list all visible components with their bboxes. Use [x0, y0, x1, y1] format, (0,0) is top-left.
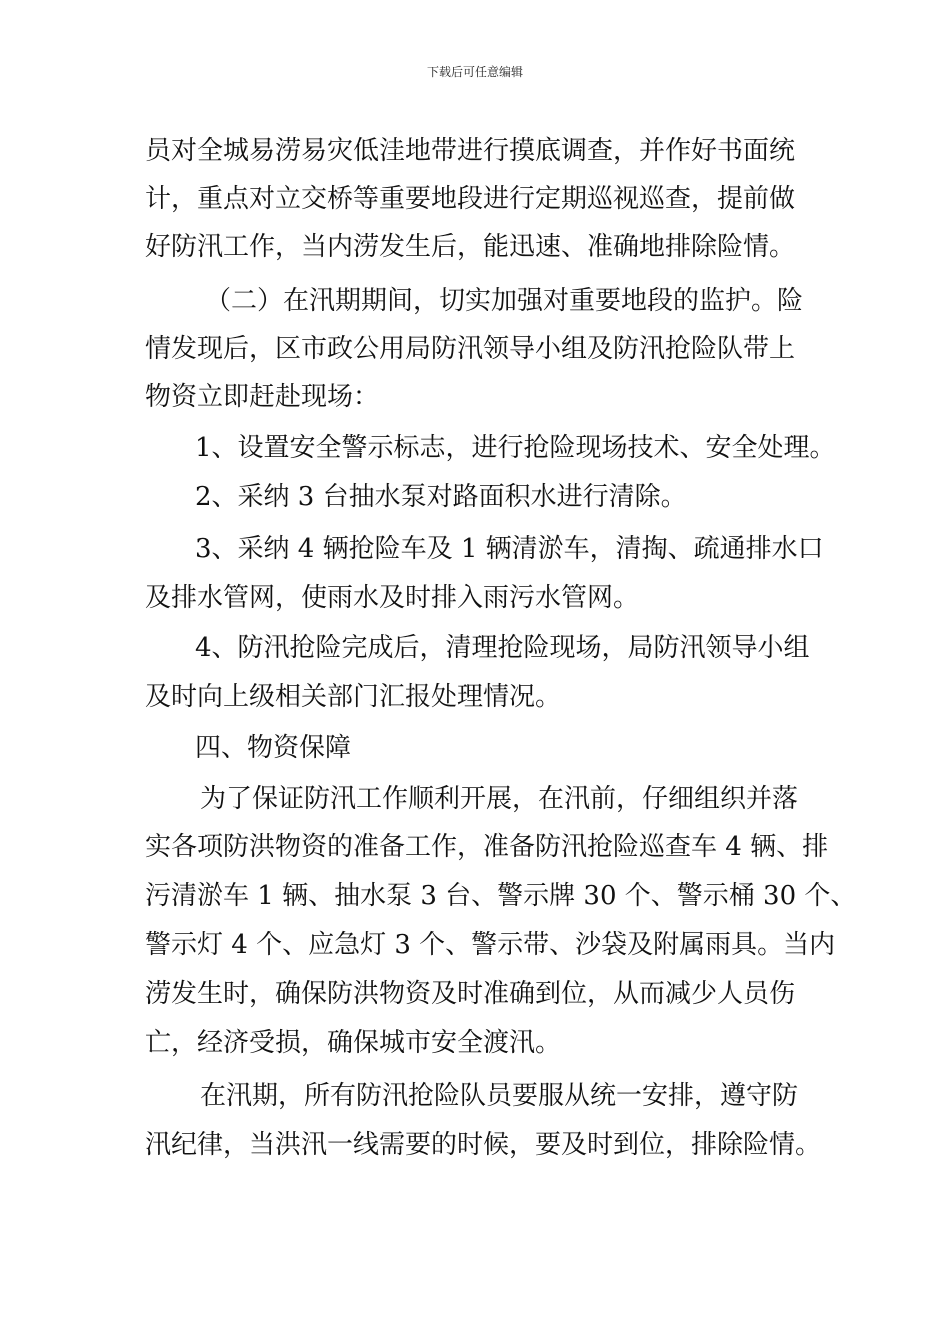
- body-line-4: （二）在汛期期间，切实加强对重要地段的监护。险: [205, 286, 804, 316]
- body-line-20: 在汛期，所有防汛抢险队员要服从统一安排，遵守防: [200, 1081, 799, 1111]
- body-line-21: 汛纪律，当洪汛一线需要的时候，要及时到位，排除险情。: [145, 1130, 822, 1160]
- body-line-9: 3、采纳 4 辆抢险车及 1 辆清淤车，清掏、疏通排水口: [195, 534, 824, 564]
- body-line-2: 计，重点对立交桥等重要地段进行定期巡视巡查，提前做: [145, 184, 796, 214]
- body-line-12: 及时向上级相关部门汇报处理情况。: [145, 682, 562, 712]
- page-header-note: 下载后可任意编辑: [426, 65, 523, 79]
- body-line-19: 亡，经济受损，确保城市安全渡汛。: [145, 1028, 562, 1058]
- body-line-6: 物资立即赶赴现场：: [145, 382, 380, 412]
- body-line-11: 4、防汛抢险完成后，清理抢险现场，局防汛领导小组: [195, 633, 810, 663]
- body-line-8: 2、采纳 3 台抽水泵对路面积水进行清除。: [195, 482, 687, 512]
- body-line-3: 好防汛工作，当内涝发生后，能迅速、准确地排除险情。: [145, 232, 796, 262]
- body-line-18: 涝发生时，确保防洪物资及时准确到位，从而减少人员伤: [145, 979, 796, 1009]
- body-line-15: 实各项防洪物资的准备工作，准备防汛抢险巡查车 4 辆、排: [145, 832, 829, 862]
- section-heading: 四、物资保障: [195, 733, 352, 763]
- body-line-10: 及排水管网，使雨水及时排入雨污水管网。: [145, 583, 640, 613]
- body-line-5: 情发现后，区市政公用局防汛领导小组及防汛抢险队带上: [145, 334, 796, 364]
- body-line-14: 为了保证防汛工作顺利开展，在汛前，仔细组织并落: [200, 784, 799, 814]
- body-line-17: 警示灯 4 个、应急灯 3 个、警示带、沙袋及附属雨具。当内: [145, 930, 836, 960]
- body-line-16: 污清淤车 1 辆、抽水泵 3 台、警示牌 30 个、警示桶 30 个、: [145, 881, 857, 911]
- body-line-1: 员对全城易涝易灾低洼地带进行摸底调查，并作好书面统: [145, 136, 796, 166]
- body-line-7: 1、设置安全警示标志，进行抢险现场技术、安全处理。: [195, 433, 836, 463]
